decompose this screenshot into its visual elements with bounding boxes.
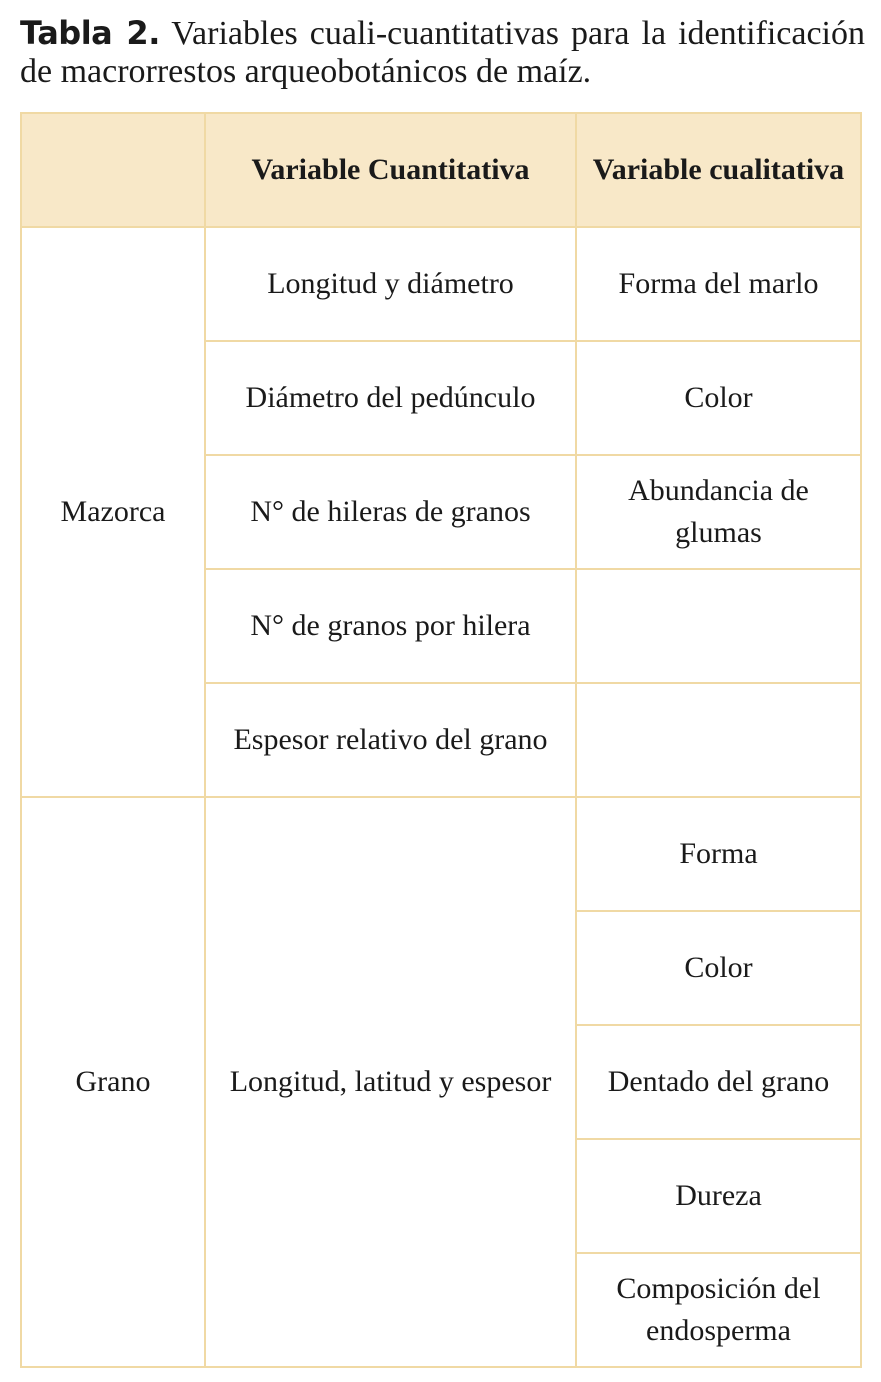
header-cell-empty — [21, 113, 205, 227]
quant-cell: Longitud y diámetro — [205, 227, 576, 341]
quant-cell: Diámetro del pedúnculo — [205, 341, 576, 455]
table-caption — [20, 14, 865, 91]
group-cell-grano: Grano — [21, 797, 205, 1367]
qual-cell: Forma del marlo — [576, 227, 861, 341]
header-cell-qualitative: Variable cualitativa — [576, 113, 861, 227]
table-row — [21, 227, 861, 341]
quant-cell-grano: Longitud, latitud y espesor — [205, 797, 576, 1367]
qual-cell: Color — [576, 341, 861, 455]
caption-label: Tabla 2. — [20, 14, 160, 52]
qual-cell: Forma — [576, 797, 861, 911]
qual-cell: Abundancia de glumas — [576, 455, 861, 569]
quant-cell: N° de granos por hilera — [205, 569, 576, 683]
group-cell-mazorca: Mazorca — [21, 227, 205, 797]
qual-cell: Color — [576, 911, 861, 1025]
qual-cell — [576, 683, 861, 797]
variables-table — [20, 112, 862, 1368]
header-cell-quantitative: Variable Cuantitativa — [205, 113, 576, 227]
qual-cell: Composición del endosperma — [576, 1253, 861, 1367]
qual-cell — [576, 569, 861, 683]
qual-cell: Dureza — [576, 1139, 861, 1253]
caption-text: Variables cuali-cuantitativas para la identificación de macrorrestos arqueobotánicos de maíz. — [20, 15, 865, 90]
qual-cell: Dentado del grano — [576, 1025, 861, 1139]
header-row — [21, 113, 861, 227]
table-row — [21, 797, 861, 911]
quant-cell: Espesor relativo del grano — [205, 683, 576, 797]
quant-cell: N° de hileras de granos — [205, 455, 576, 569]
